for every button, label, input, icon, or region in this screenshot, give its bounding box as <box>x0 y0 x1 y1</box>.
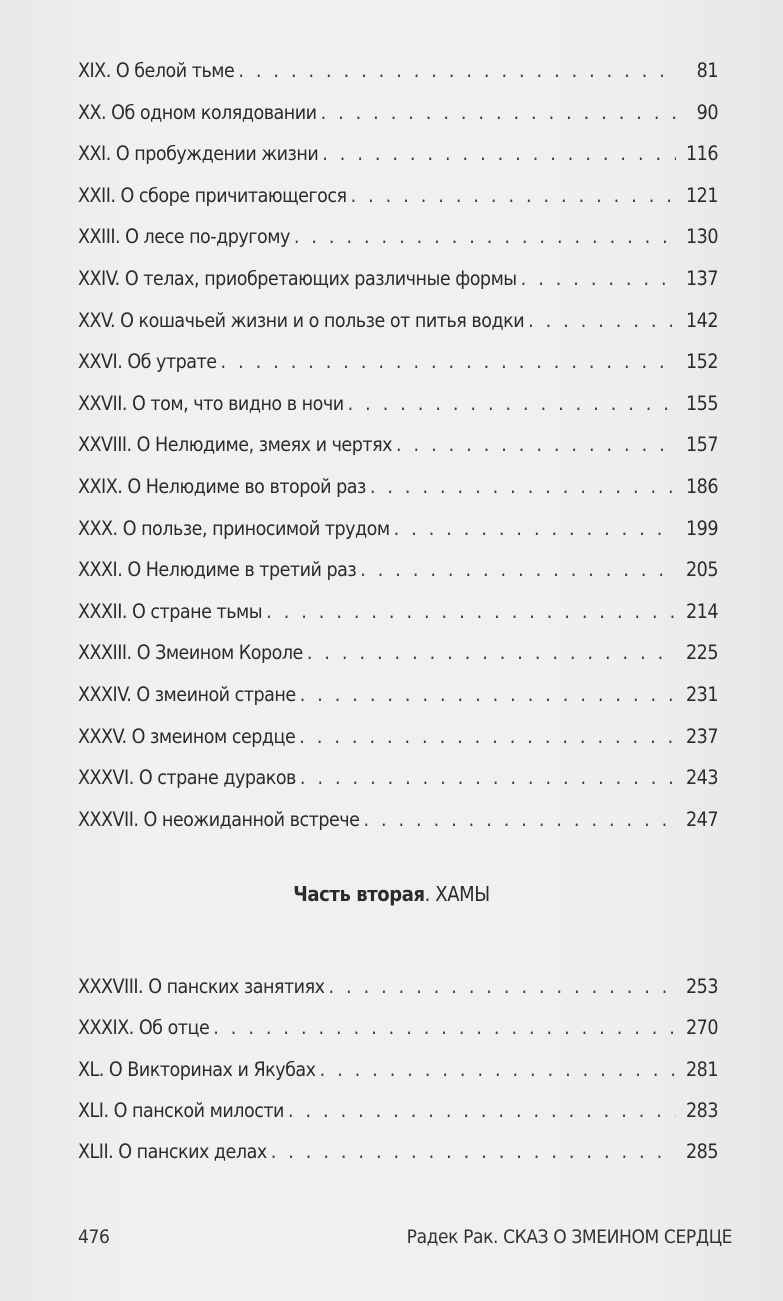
entry-title: XXIV. О телах, приобретающих различные формы <box>78 266 517 290</box>
toc-entry <box>78 466 718 508</box>
dot-leader <box>370 466 676 508</box>
toc-entry <box>78 799 718 841</box>
toc-entry <box>78 1007 718 1048</box>
entry-page: 186 <box>686 474 718 498</box>
dot-leader <box>221 341 676 383</box>
entry-title: XXXII. О стране тьмы <box>78 599 263 623</box>
dot-leader <box>351 175 676 217</box>
toc-entry <box>78 632 718 674</box>
entry-page: 243 <box>686 766 718 790</box>
entry-page: 214 <box>686 599 718 623</box>
toc-entry <box>78 1049 718 1090</box>
dot-leader <box>329 966 676 1007</box>
toc-entry <box>78 508 718 550</box>
entry-title: XXXVII. О неожиданной встрече <box>78 807 360 831</box>
entry-title: XXXI. О Нелюдиме в третий раз <box>78 558 357 582</box>
entry-page: 157 <box>686 433 718 457</box>
entry-title: XXI. О пробуждении жизни <box>78 142 319 166</box>
entry-page: 121 <box>686 183 718 207</box>
entry-title: XIX. О белой тьме <box>78 59 235 82</box>
dot-leader <box>528 300 676 342</box>
entry-title: XLII. О панских делах <box>78 1140 267 1164</box>
entry-page: 283 <box>686 1098 718 1122</box>
entry-page: 142 <box>686 308 718 332</box>
entry-title: XL. О Викторинах и Якубах <box>78 1057 316 1081</box>
toc-entry <box>78 591 718 633</box>
entry-title: XXXIX. Об отце <box>78 1016 210 1040</box>
entry-page: 247 <box>686 807 718 831</box>
entry-page: 90 <box>696 100 718 124</box>
dot-leader <box>394 508 676 550</box>
entry-title: XXIII. О лесе по-другому <box>78 225 290 249</box>
entry-title: XLI. О панской милости <box>78 1098 284 1122</box>
entry-page: 155 <box>686 391 718 415</box>
toc-entry <box>78 757 718 799</box>
entry-page: 225 <box>686 641 718 665</box>
dot-leader <box>288 1090 676 1131</box>
dot-leader <box>348 383 676 425</box>
dot-leader <box>360 549 676 591</box>
entry-page: 205 <box>686 558 718 582</box>
entry-page: 199 <box>686 516 718 540</box>
dot-leader <box>521 258 676 300</box>
entry-title: XXXVI. О стране дураков <box>78 766 296 790</box>
dot-leader <box>213 1007 676 1048</box>
dot-leader <box>322 133 676 175</box>
running-title <box>407 1226 732 1248</box>
entry-title: XXX. О пользе, приносимой трудом <box>78 516 390 540</box>
entry-title: XX. Об одном колядовании <box>78 100 317 124</box>
part-two-title: . ХАМЫ <box>424 882 490 906</box>
toc-entry <box>78 175 718 217</box>
toc-entry <box>78 716 718 758</box>
part-two-heading <box>0 882 783 906</box>
toc-entry <box>78 1131 718 1172</box>
page-number: 476 <box>78 1226 110 1248</box>
entry-title: XXXV. О змеином сердце <box>78 724 296 748</box>
toc-entry <box>78 92 718 134</box>
dot-leader <box>294 216 676 258</box>
page-footer <box>78 1226 732 1248</box>
entry-page: 285 <box>686 1140 718 1164</box>
toc-entry <box>78 383 718 425</box>
toc-entry <box>78 674 718 716</box>
book-title: СКАЗ О ЗМЕИНОМ СЕРДЦЕ <box>503 1226 732 1248</box>
entry-page: 237 <box>686 724 718 748</box>
dot-leader <box>300 674 676 716</box>
dot-leader <box>271 1131 676 1172</box>
dot-leader <box>363 799 676 841</box>
toc-entry <box>78 300 718 342</box>
toc-entry <box>78 424 718 466</box>
toc-entry <box>78 50 718 92</box>
entry-title: XXXIII. О Змеином Короле <box>78 641 303 665</box>
toc-entry <box>78 216 718 258</box>
toc-entry <box>78 258 718 300</box>
dot-leader <box>307 632 676 674</box>
toc-entry <box>78 966 718 1007</box>
entry-page: 231 <box>686 682 718 706</box>
toc-part-one <box>78 50 718 840</box>
toc-entry <box>78 549 718 591</box>
author-name: Радек Рак. <box>406 1226 499 1248</box>
dot-leader <box>299 716 676 758</box>
entry-page: 253 <box>686 975 718 998</box>
entry-page: 152 <box>686 350 718 374</box>
entry-title: XXVI. Об утрате <box>78 350 217 374</box>
dot-leader <box>396 424 676 466</box>
entry-page: 116 <box>686 142 718 166</box>
part-two-label: Часть вторая <box>293 882 425 906</box>
entry-title: XXV. О кошачьей жизни и о пользе от питья водки <box>78 308 525 332</box>
dot-leader <box>320 1049 676 1090</box>
entry-page: 81 <box>696 59 718 82</box>
toc-entry <box>78 133 718 175</box>
entry-page: 281 <box>686 1057 718 1081</box>
entry-title: XXXIV. О змеиной стране <box>78 682 296 706</box>
dot-leader <box>321 92 676 134</box>
entry-title: XXII. О сборе причитающегося <box>78 183 347 207</box>
dot-leader <box>266 591 676 633</box>
entry-page: 130 <box>686 225 718 249</box>
toc-entry <box>78 341 718 383</box>
entry-title: XXXVIII. О панских занятиях <box>78 975 325 998</box>
entry-title: XXIX. О Нелюдиме во второй раз <box>78 474 366 498</box>
dot-leader <box>300 757 676 799</box>
toc-entry <box>78 1090 718 1131</box>
entry-page: 137 <box>686 266 718 290</box>
entry-title: XXVII. О том, что видно в ночи <box>78 391 344 415</box>
toc-part-two <box>78 966 718 1172</box>
entry-page: 270 <box>686 1016 718 1040</box>
dot-leader <box>238 50 676 92</box>
entry-title: XXVIII. О Нелюдиме, змеях и чертях <box>78 433 393 457</box>
